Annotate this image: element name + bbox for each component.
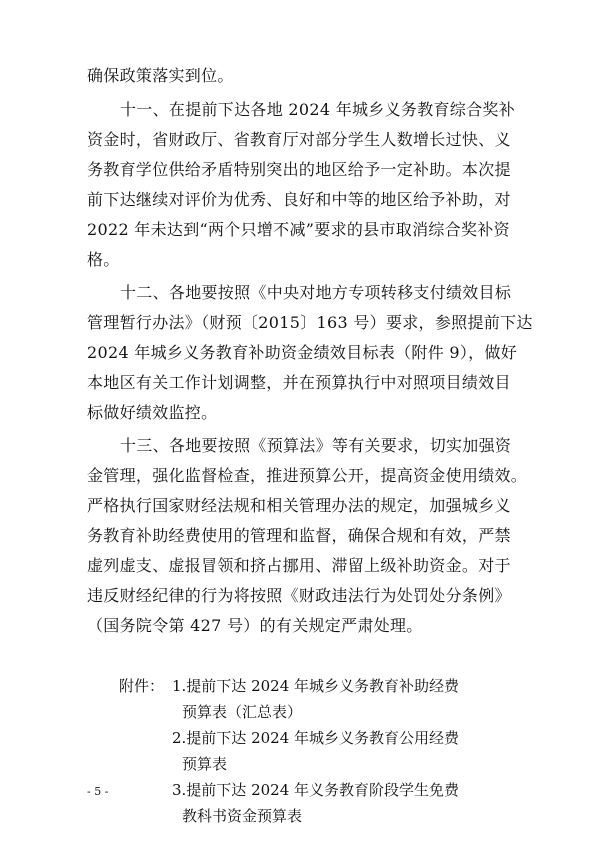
body-line: （国务院令第 427 号）的有关规定严肃处理。 <box>87 616 423 635</box>
body-line: 前下达继续对评价为优秀、良好和中等的地区给予补助，对 <box>87 190 511 209</box>
body-line: 确保政策落实到位。 <box>87 66 234 85</box>
body-line: 标做好绩效监控。 <box>87 403 218 422</box>
attachment-item-continuation: 预算表（汇总表） <box>182 703 303 721</box>
page-number: - 5 - <box>87 785 109 798</box>
attachment-item-continuation: 预算表 <box>182 755 228 773</box>
body-line: 严格执行国家财经法规和相关管理办法的规定，加强城乡义 <box>87 496 511 515</box>
body-line: 2024 年城乡义务教育补助资金绩效目标表（附件 9），做好 <box>87 343 518 362</box>
body-line: 违反财经纪律的行为将按照《财政违法行为处罚处分条例》 <box>87 586 511 605</box>
body-line: 格。 <box>87 250 120 269</box>
attachments-label: 附件： <box>119 677 165 695</box>
attachment-item: 2.提前下达 2024 年城乡义务教育公用经费 <box>172 729 460 747</box>
paragraph-12-heading-line: 十二、各地要按照《中央对地方专项转移支付绩效目标 <box>120 283 512 302</box>
body-line: 金管理，强化监督检查，推进预算公开，提高资金使用绩效。 <box>87 466 528 485</box>
attachment-item: 3.提前下达 2024 年义务教育阶段学生免费 <box>172 781 460 799</box>
body-line: 本地区有关工作计划调整，并在预算执行中对照项目绩效目 <box>87 373 511 392</box>
attachment-item-continuation: 教科书资金预算表 <box>182 807 303 825</box>
body-line: 务教育学位供给矛盾特别突出的地区给予一定补助。本次提 <box>87 160 511 179</box>
body-line: 虚列虚支、虚报冒领和挤占挪用、滞留上级补助资金。对于 <box>87 556 511 575</box>
body-line: 2022 年未达到“两个只增不减”要求的县市取消综合奖补资 <box>87 220 510 239</box>
body-line: 管理暂行办法》（财预〔2015〕163 号）要求，参照提前下达 <box>87 313 533 332</box>
paragraph-11-heading-line: 十一、在提前下达各地 2024 年城乡义务教育综合奖补 <box>120 100 515 119</box>
body-line: 资金时，省财政厅、省教育厅对部分学生人数增长过快、义 <box>87 130 511 149</box>
body-line: 务教育补助经费使用的管理和监督，确保合规和有效，严禁 <box>87 526 511 545</box>
paragraph-13-heading-line: 十三、各地要按照《预算法》等有关要求，切实加强资 <box>120 436 512 455</box>
attachment-item: 1.提前下达 2024 年城乡义务教育补助经费 <box>172 677 460 695</box>
